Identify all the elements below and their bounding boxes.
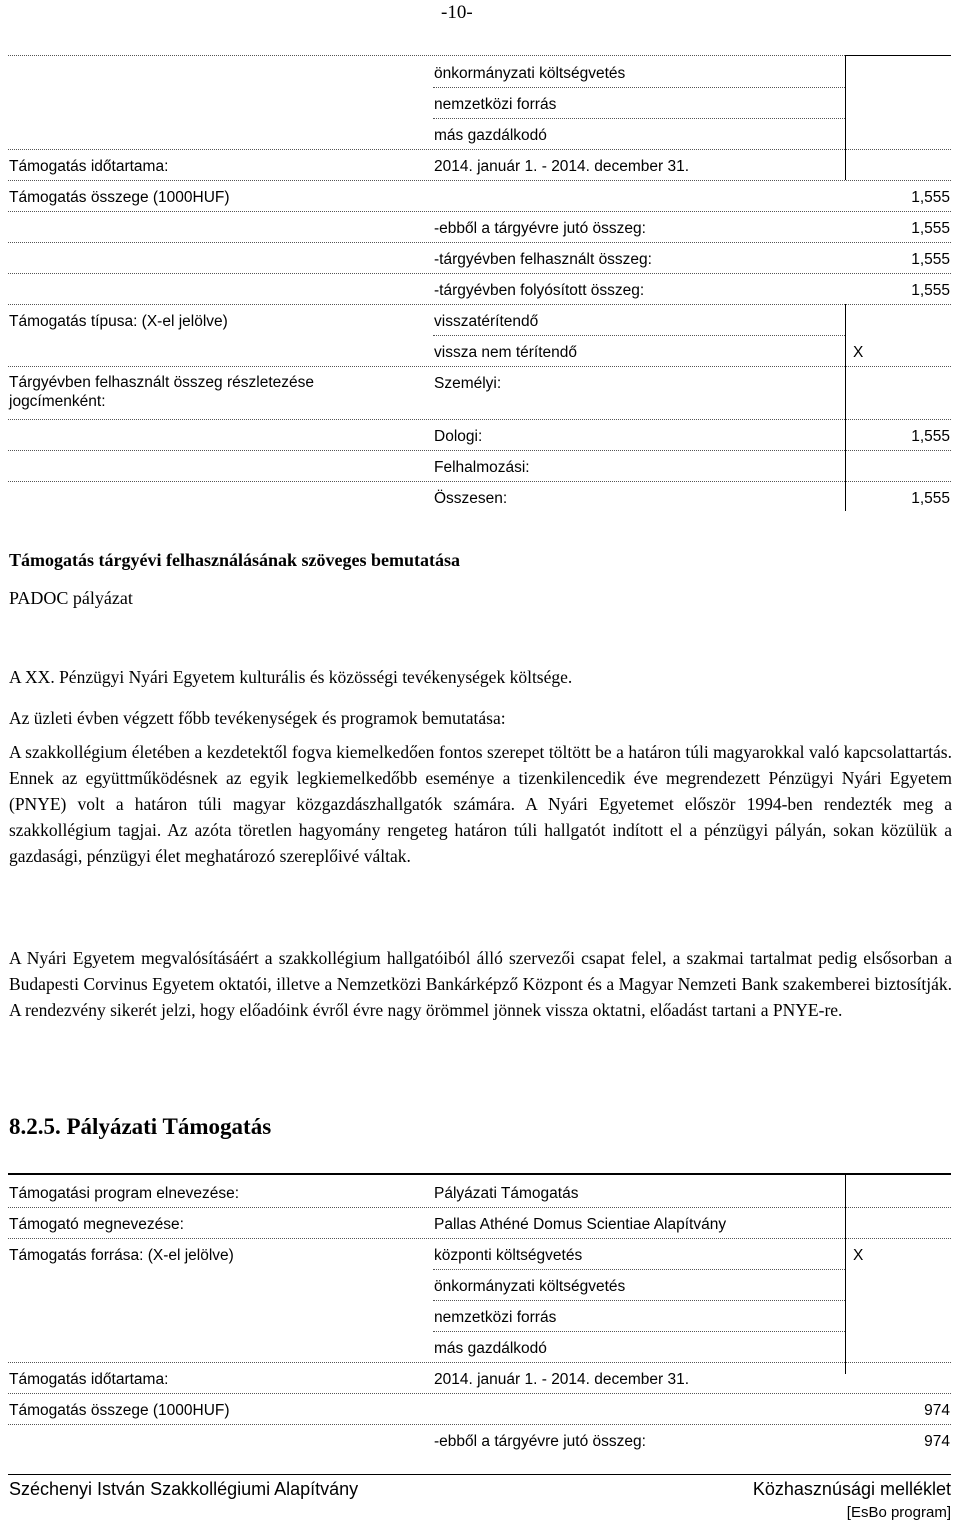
program-value: Pályázati Támogatás xyxy=(434,1185,579,1202)
duration-label: Támogatás időtartama: xyxy=(9,158,169,175)
divider xyxy=(8,242,951,243)
duration-label: Támogatás időtartama: xyxy=(9,1371,169,1388)
divider xyxy=(8,366,951,367)
source-option: önkormányzati költségvetés xyxy=(434,1278,626,1295)
breakdown-label: jogcímenként: xyxy=(9,393,106,410)
amount-label: Támogatás összege (1000HUF) xyxy=(9,189,230,206)
sub-amount-label: -tárgyévben felhasznált összeg: xyxy=(434,251,652,268)
breakdown-total-value: 1,555 xyxy=(911,490,950,507)
section-heading: 8.2.5. Pályázati Támogatás xyxy=(9,1114,272,1139)
divider xyxy=(846,55,951,56)
supporter-value: Pallas Athéné Domus Scientiae Alapítvány xyxy=(434,1216,727,1233)
divider xyxy=(433,1300,845,1301)
divider xyxy=(8,1362,951,1363)
divider xyxy=(8,55,951,56)
breakdown-item-value: 1,555 xyxy=(911,428,950,445)
divider xyxy=(8,1238,951,1239)
sub-amount-label: -tárgyévben folyósított összeg: xyxy=(434,282,645,299)
sub-amount-value: 1,555 xyxy=(911,251,950,268)
paragraph-cost: A XX. Pénzügyi Nyári Egyetem kulturális és közösségi tevékenységek költsége. xyxy=(9,667,573,687)
divider xyxy=(433,118,845,119)
divider xyxy=(845,304,846,366)
section-subtitle: PADOC pályázat xyxy=(9,588,133,608)
program-label: Támogatási program elnevezése: xyxy=(9,1185,240,1202)
source-label: Támogatás forrása: (X-el jelölve) xyxy=(9,1247,234,1264)
divider xyxy=(8,273,951,274)
divider xyxy=(433,335,845,336)
divider xyxy=(845,1174,846,1374)
amount-label: Támogatás összege (1000HUF) xyxy=(9,1402,230,1419)
paragraph-history: A szakkollégium életében a kezdetektől fogva kiemelkedően fontos szerepet töltött be a határon túli magyarokkal való kapcsolattartás. Ennek az együttműködésnek az egyik legkiemelkedőbb eseménye a tizenkilencedik éve megrendezett Pénzügyi Nyári Egyetem (PNYE) volt a határon túli magyar közgazdászhallgatók számára. A Nyári Egyetemet először 1994-ben rendezték meg a szakkollégium tagjai. Az azóta töretlen hagyomány rengeteg határon túli hallgatót indított el a pénzügyi pályán, sokan közülük a gazdasági, pénzügyi élet meghatározó szereplőivé váltak. xyxy=(9,742,952,866)
supporter-label: Támogató megnevezése: xyxy=(9,1216,184,1233)
divider xyxy=(8,450,951,451)
sub-amount-value: 1,555 xyxy=(911,220,950,237)
type-option: visszatérítendő xyxy=(434,313,539,330)
breakdown-item-label: Dologi: xyxy=(434,428,483,445)
duration-value: 2014. január 1. - 2014. december 31. xyxy=(434,1371,690,1388)
type-option: vissza nem térítendő xyxy=(434,344,578,361)
page-number: -10- xyxy=(441,2,473,23)
sub-amount-value: 974 xyxy=(924,1433,950,1450)
divider xyxy=(8,419,951,420)
divider xyxy=(8,149,951,150)
footer-organization: Széchenyi István Szakkollégiumi Alapítvány xyxy=(9,1479,359,1499)
divider xyxy=(8,1207,951,1208)
paragraph-organization: A Nyári Egyetem megvalósításáért a szakkollégium hallgatóiból álló szervezői csapat felel, a szakmai tartalmat pedig elsősorban a Budapesti Corvinus Egyetem oktatói, illetve a Nemzetközi Bankárképző Központ és a Magyar Nemzeti Bank szakemberei biztosítják. A rendezvény sikerét jelzi, hogy előadóink évről évre nagy örömmel jönnek vissza oktatni, előadást tartani a PNYE-re. xyxy=(9,948,952,1020)
type-label: Támogatás típusa: (X-el jelölve) xyxy=(9,313,228,330)
divider xyxy=(433,1331,845,1332)
paragraph-intro: Az üzleti évben végzett főbb tevékenységek és programok bemutatása: xyxy=(9,708,506,728)
section-title: Támogatás tárgyévi felhasználásának szöveges bemutatása xyxy=(9,550,460,570)
funding-option: önkormányzati költségvetés xyxy=(434,65,626,82)
breakdown-item-label: Felhalmozási: xyxy=(434,459,530,476)
footer-program: [EsBo program] xyxy=(846,1504,951,1521)
divider xyxy=(8,180,951,181)
divider xyxy=(8,1424,951,1425)
breakdown-total-label: Összesen: xyxy=(434,490,508,507)
type-mark: X xyxy=(853,344,864,361)
divider xyxy=(8,1173,951,1175)
footer-divider xyxy=(8,1474,951,1475)
divider xyxy=(8,211,951,212)
sub-amount-value: 1,555 xyxy=(911,282,950,299)
divider xyxy=(8,481,951,482)
divider xyxy=(845,366,846,511)
source-option: más gazdálkodó xyxy=(434,1340,547,1357)
breakdown-label: Tárgyévben felhasznált összeg részletezése xyxy=(9,374,314,391)
divider xyxy=(845,55,846,180)
funding-option: nemzetközi forrás xyxy=(434,96,557,113)
amount-value: 1,555 xyxy=(911,189,950,206)
amount-value: 974 xyxy=(924,1402,950,1419)
divider xyxy=(8,1393,951,1394)
divider xyxy=(433,87,845,88)
footer-document-type: Közhasznúsági melléklet xyxy=(752,1479,951,1499)
sub-amount-label: -ebből a tárgyévre jutó összeg: xyxy=(434,220,646,237)
source-mark: X xyxy=(853,1247,864,1264)
breakdown-item-label: Személyi: xyxy=(434,375,502,392)
duration-value: 2014. január 1. - 2014. december 31. xyxy=(434,158,690,175)
sub-amount-label: -ebből a tárgyévre jutó összeg: xyxy=(434,1433,646,1450)
source-option: központi költségvetés xyxy=(434,1247,583,1264)
source-option: nemzetközi forrás xyxy=(434,1309,557,1326)
divider xyxy=(433,1269,845,1270)
funding-option: más gazdálkodó xyxy=(434,127,547,144)
divider xyxy=(8,304,951,305)
